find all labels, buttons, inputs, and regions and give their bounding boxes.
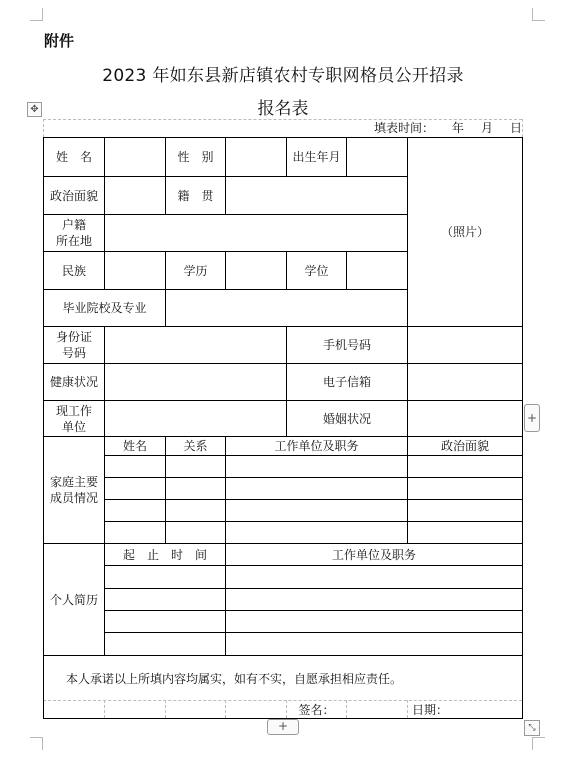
rule xyxy=(104,588,523,589)
gridline-footer-6 xyxy=(407,700,408,718)
label-birth: 出生年月 xyxy=(292,150,341,164)
input-degree[interactable] xyxy=(347,252,407,289)
resume-col-period: 起 止 时 间 xyxy=(122,547,207,562)
input-phone[interactable] xyxy=(408,327,522,363)
input-education[interactable] xyxy=(226,252,286,289)
label-resume: 个人简历 xyxy=(49,592,98,607)
family-col-name: 姓名 xyxy=(122,439,147,453)
gridline-left xyxy=(43,119,44,137)
input-school-major[interactable] xyxy=(166,290,407,326)
input-hukou[interactable] xyxy=(105,215,407,251)
input-work-unit[interactable] xyxy=(105,401,286,436)
input-native-place[interactable] xyxy=(226,177,407,214)
family-col-politics: 政治面貌 xyxy=(440,439,489,453)
gridline-footer-1 xyxy=(104,700,105,718)
label-native-place: 籍 贯 xyxy=(177,188,214,203)
label-email: 电子信箱 xyxy=(322,375,371,389)
label-degree: 学位 xyxy=(304,263,329,278)
rule xyxy=(104,632,523,633)
crop-mark-top-right xyxy=(532,8,545,21)
day-label: 日 xyxy=(510,121,523,135)
label-politics: 政治面貌 xyxy=(49,188,98,203)
input-marital[interactable] xyxy=(408,401,522,436)
gridline-right xyxy=(522,119,523,137)
add-row-plus-icon[interactable]: + xyxy=(267,719,299,735)
rule xyxy=(104,499,523,500)
family-col-work: 工作单位及职务 xyxy=(274,439,359,453)
year-label: 年 xyxy=(452,121,465,135)
input-politics[interactable] xyxy=(105,177,165,214)
label-name: 姓 名 xyxy=(55,150,92,164)
rule xyxy=(104,477,523,478)
table-move-icon[interactable]: ✥ xyxy=(27,102,42,117)
gridline-footer-2 xyxy=(165,700,166,718)
resume-col-work: 工作单位及职务 xyxy=(331,547,416,562)
label-health: 健康状况 xyxy=(49,375,98,389)
document-subtitle: 报名表 xyxy=(257,99,309,119)
label-family: 家庭主要 成员情况 xyxy=(49,475,98,505)
input-name[interactable] xyxy=(105,138,165,176)
rule xyxy=(43,655,523,656)
rule xyxy=(104,521,523,522)
label-phone: 手机号码 xyxy=(322,338,371,352)
rule xyxy=(104,610,523,611)
label-ethnicity: 民族 xyxy=(61,263,86,278)
attachment-label: 附件 xyxy=(44,32,75,50)
crop-mark-top-left xyxy=(30,8,43,21)
label-marital: 婚姻状况 xyxy=(322,411,371,426)
photo-cell[interactable]: （照片） xyxy=(440,225,489,239)
rule xyxy=(104,565,523,566)
fill-time-label: 填表时间： xyxy=(374,121,435,135)
gridline-footer-3 xyxy=(225,700,226,718)
family-col-relation: 关系 xyxy=(183,439,208,453)
input-gender[interactable] xyxy=(226,138,286,176)
crop-mark-bottom-right xyxy=(532,737,545,750)
input-ethnicity[interactable] xyxy=(105,252,165,289)
document-title: 2023 年如东县新店镇农村专职网格员公开招录 xyxy=(102,66,464,86)
label-school-major: 毕业院校及专业 xyxy=(62,301,147,315)
date-label: 日期： xyxy=(412,702,449,717)
sign-label: 签名： xyxy=(298,702,335,717)
rule xyxy=(104,455,523,456)
sign-input[interactable] xyxy=(347,701,407,718)
label-gender: 性 别 xyxy=(177,150,214,164)
crop-mark-bottom-left xyxy=(30,737,43,750)
label-work-unit: 现工作 单位 xyxy=(55,403,92,434)
add-column-plus-icon[interactable]: + xyxy=(524,404,540,432)
gridline-top xyxy=(43,119,522,120)
label-hukou: 户籍 所在地 xyxy=(55,218,92,248)
input-birth[interactable] xyxy=(347,138,407,176)
input-id-number[interactable] xyxy=(105,327,286,363)
input-email[interactable] xyxy=(408,364,522,400)
input-health[interactable] xyxy=(105,364,286,400)
month-label: 月 xyxy=(481,121,494,135)
table-resize-icon[interactable]: ⤡ xyxy=(524,720,540,736)
label-id-number: 身份证 号码 xyxy=(55,330,92,360)
label-education: 学历 xyxy=(183,263,208,278)
pledge-text: 本人承诺以上所填内容均属实，如有不实，自愿承担相应责任。 xyxy=(66,672,403,686)
